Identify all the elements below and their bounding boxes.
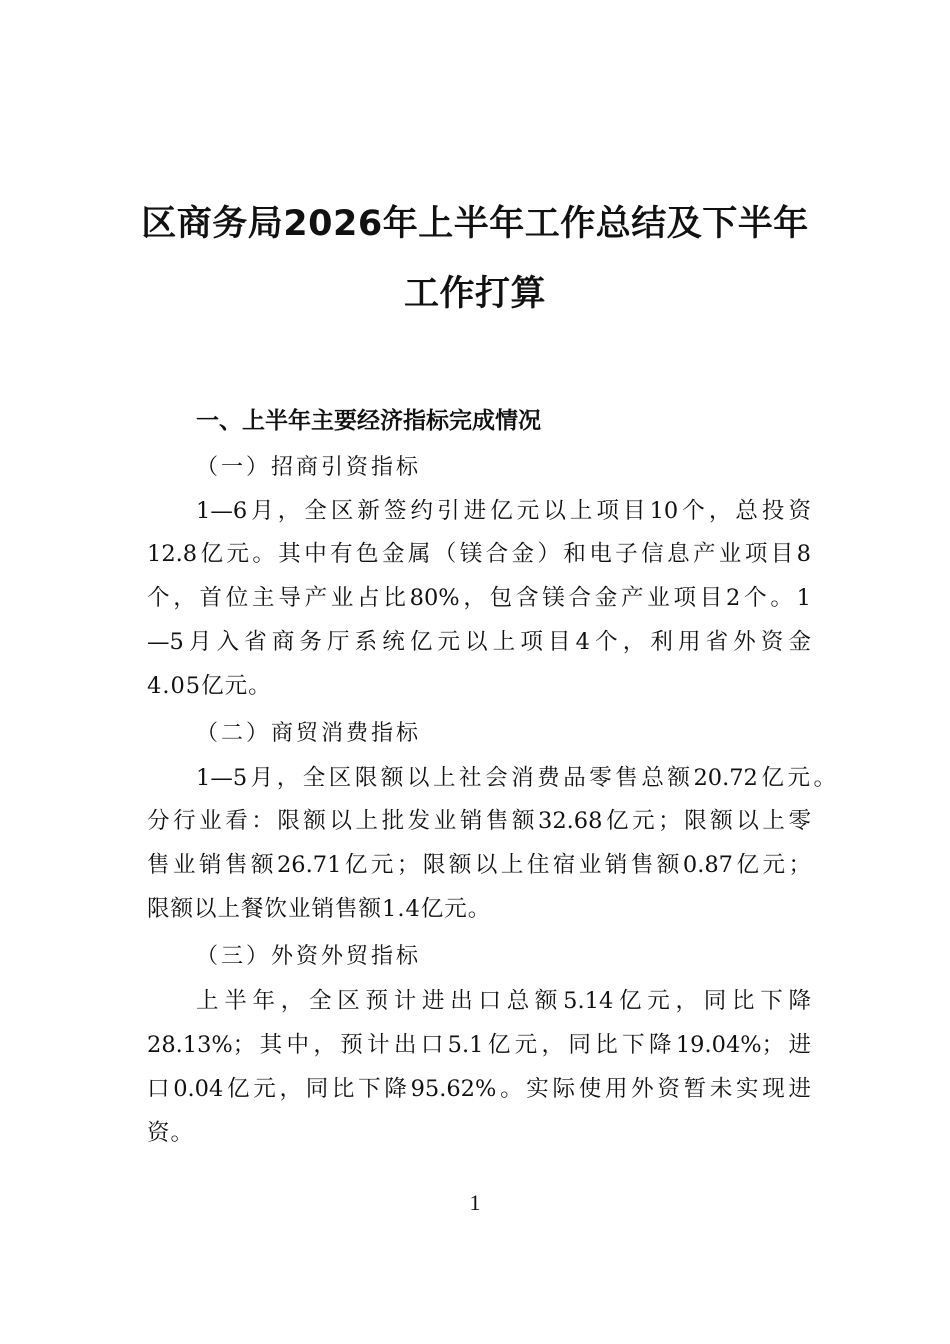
document-title-line-1: 区商务局2026年上半年工作总结及下半年 — [141, 204, 809, 244]
paragraph-2-line-3: 售业销售额26.71亿元；限额以上住宿业销售额0.87亿元； — [147, 852, 811, 878]
paragraph-1-line-3: 个，首位主导产业占比80%，包含镁合金产业项目2个。1 — [147, 585, 811, 611]
paragraph-2-line-4: 限额以上餐饮业销售额1.4亿元。 — [147, 896, 492, 922]
paragraph-1-line-4: —5月入省商务厅系统亿元以上项目4个，利用省外资金 — [147, 629, 811, 655]
section-1-heading: 一、上半年主要经济指标完成情况 — [196, 408, 541, 434]
paragraph-2-line-1: 1—5月，全区限额以上社会消费品零售总额20.72亿元。 — [196, 765, 836, 791]
paragraph-2-line-2: 分行业看：限额以上批发业销售额32.68亿元；限额以上零 — [147, 808, 811, 834]
document-title-line-2: 工作打算 — [403, 274, 546, 314]
paragraph-3-line-1: 上半年，全区预计进出口总额5.14亿元，同比下降 — [196, 988, 811, 1014]
paragraph-3-line-4: 资。 — [147, 1120, 195, 1146]
paragraph-1-line-5: 4.05亿元。 — [147, 673, 272, 699]
subsection-2-heading: （二）商贸消费指标 — [196, 721, 422, 746]
page-number: 1 — [469, 1190, 481, 1215]
paragraph-3-line-2: 28.13%；其中，预计出口5.1亿元，同比下降19.04%；进 — [147, 1032, 811, 1058]
subsection-1-heading: （一）招商引资指标 — [196, 455, 422, 480]
paragraph-3-line-3: 口0.04亿元，同比下降95.62%。实际使用外资暂未实现进 — [147, 1076, 811, 1102]
paragraph-1-line-1: 1—6月，全区新签约引进亿元以上项目10个，总投资 — [196, 498, 811, 524]
paragraph-1-line-2: 12.8亿元。其中有色金属（镁合金）和电子信息产业项目8 — [147, 541, 811, 567]
subsection-3-heading: （三）外资外贸指标 — [196, 944, 422, 969]
